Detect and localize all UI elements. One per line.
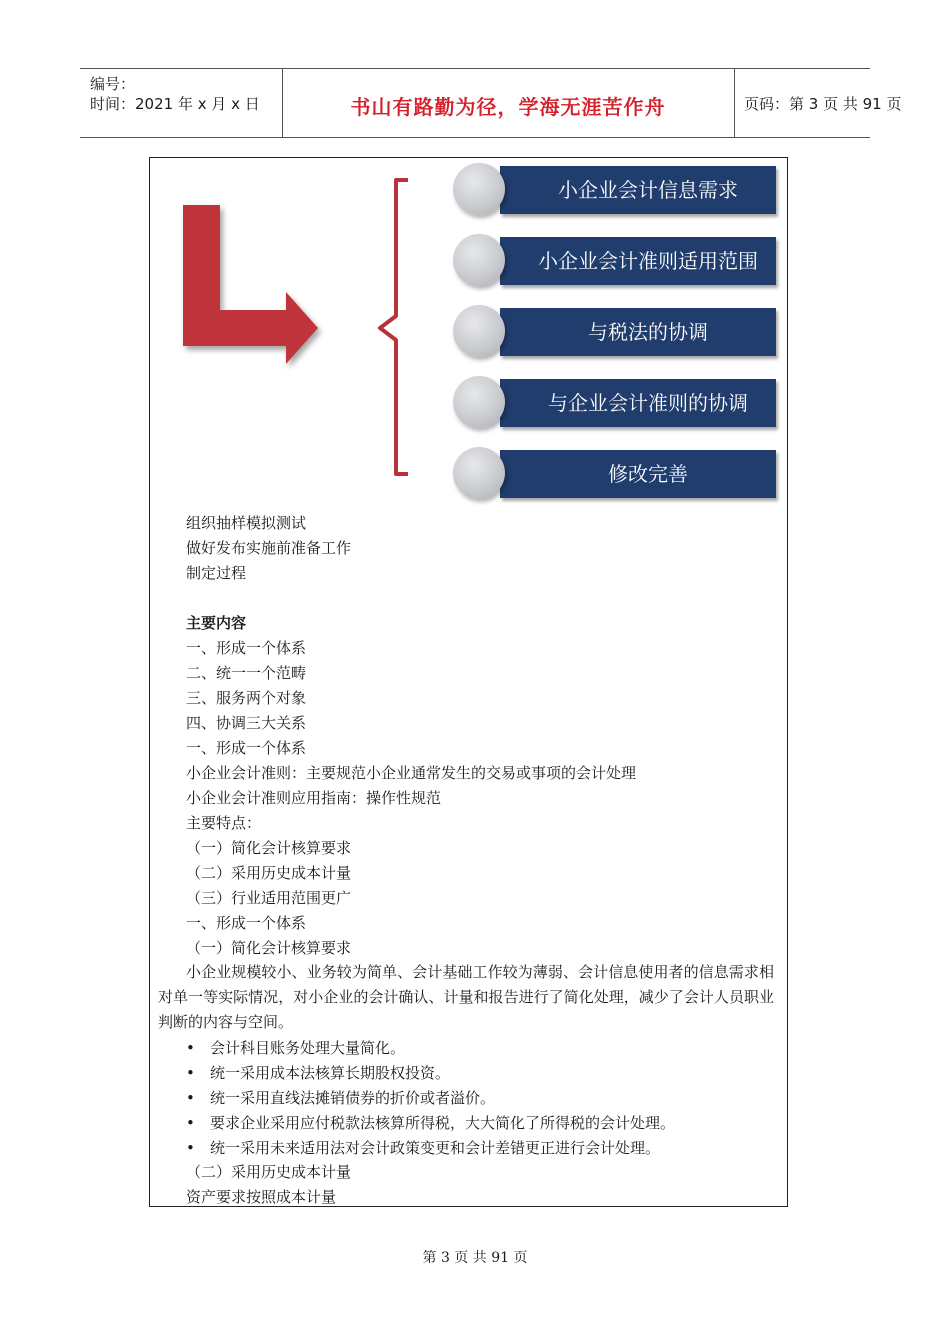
text-line: 小企业会计准则应用指南：操作性规范 — [186, 789, 442, 807]
diagram-item: 修改完善 — [500, 450, 776, 498]
document-number: 编号： — [90, 75, 136, 93]
motto: 书山有路勤为径，学海无涯苦作舟 — [350, 95, 666, 119]
text-line: 主要特点： — [186, 814, 262, 832]
text-line: （二）采用历史成本计量 — [186, 864, 352, 882]
page-footer: 第 3 页 共 91 页 — [422, 1250, 528, 1266]
text-line: 一、形成一个体系 — [186, 639, 307, 657]
diagram-item: 小企业会计信息需求 — [500, 166, 776, 214]
bullet-text: 统一采用直线法摊销债券的折价或者溢价。 — [210, 1089, 496, 1107]
text-line: 组织抽样模拟测试 — [186, 514, 307, 532]
text-line: 做好发布实施前准备工作 — [186, 539, 352, 557]
circle-icon — [453, 447, 505, 499]
circle-icon — [453, 234, 505, 286]
bullet-icon: • — [186, 1039, 195, 1057]
bullet-text: 要求企业采用应付税款法核算所得税，大大简化了所得税的会计处理。 — [210, 1114, 676, 1132]
bullet-item — [186, 1087, 495, 1108]
text-line: 三、服务两个对象 — [186, 689, 307, 707]
bullet-text: 统一采用未来适用法对会计政策变更和会计差错更正进行会计处理。 — [210, 1139, 661, 1157]
page-header — [80, 68, 902, 138]
text-line: 四、协调三大关系 — [186, 714, 307, 732]
bullet-text: 会计科目账务处理大量简化。 — [210, 1039, 406, 1057]
bullet-text: 统一采用成本法核算长期股权投资。 — [210, 1064, 451, 1082]
red-arrow-icon — [183, 205, 318, 364]
bullet-icon: • — [186, 1114, 195, 1132]
bullet-item — [186, 1137, 660, 1158]
diagram-item: 与税法的协调 — [500, 308, 776, 356]
text-line: 二、统一一个范畴 — [186, 664, 307, 682]
bracket-icon — [380, 180, 408, 474]
text-line: （三）行业适用范围更广 — [186, 889, 352, 907]
bullet-item — [186, 1112, 675, 1133]
section-title: 主要内容 — [186, 614, 247, 632]
text-line: 一、形成一个体系 — [186, 739, 307, 757]
text-line: （二）采用历史成本计量 — [186, 1163, 352, 1181]
content-frame — [149, 157, 788, 1207]
header-motto-cell — [282, 69, 735, 137]
header-meta — [80, 69, 283, 137]
text-line: 资产要求按照成本计量 — [186, 1188, 337, 1206]
header-page-cell — [734, 69, 902, 137]
bullet-icon: • — [186, 1089, 195, 1107]
text-line: （一）简化会计核算要求 — [186, 839, 352, 857]
bullet-icon: • — [186, 1139, 195, 1157]
circle-icon — [453, 376, 505, 428]
diagram-item: 与企业会计准则的协调 — [500, 379, 776, 427]
text-line: 一、形成一个体系 — [186, 914, 307, 932]
text-line: 小企业会计准则：主要规范小企业通常发生的交易或事项的会计处理 — [186, 764, 637, 782]
text-line: 制定过程 — [186, 564, 247, 582]
circle-icon — [453, 305, 505, 357]
body-paragraph: 小企业规模较小、业务较为简单、会计基础工作较为薄弱、会计信息使用者的信息需求相对单一等实际情况，对小企业的会计确认、计量和报告进行了简化处理，减少了会计人员职业判断的内容与空间。 — [158, 963, 774, 1031]
diagram-item: 小企业会计准则适用范围 — [500, 237, 776, 285]
document-date: 时间：2021 年 x 月 x 日 — [90, 95, 260, 113]
bullet-item — [186, 1062, 450, 1083]
bullet-item — [186, 1037, 405, 1058]
circle-icon — [453, 163, 505, 215]
bullet-icon: • — [186, 1064, 195, 1082]
page-number: 页码：第 3 页 共 91 页 — [744, 95, 902, 113]
text-line: （一）简化会计核算要求 — [186, 939, 352, 957]
